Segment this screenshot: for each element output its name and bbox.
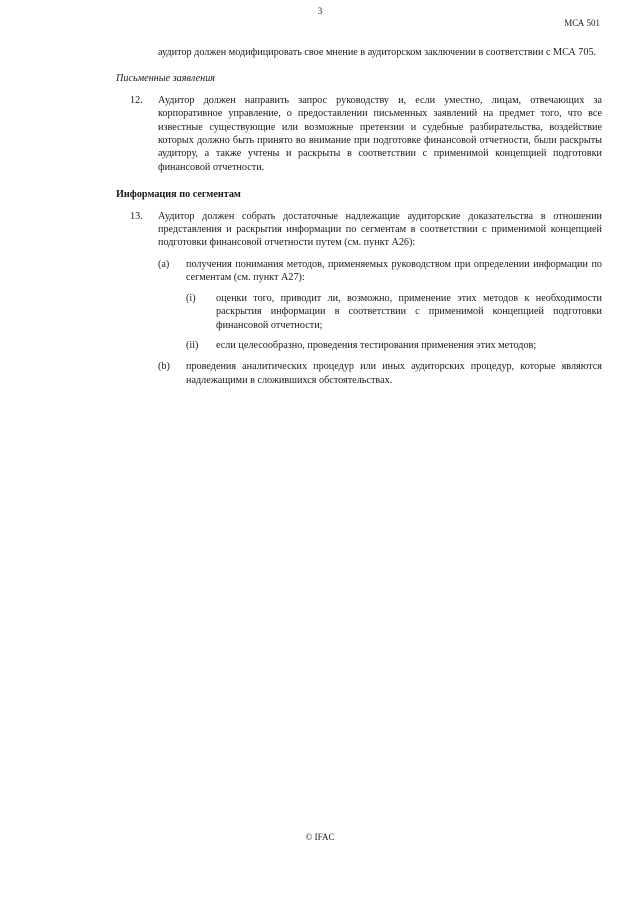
paragraph-12 <box>116 94 602 174</box>
list-subitem-text: если целесообразно, проведения тестирования применения этих методов; <box>216 339 537 351</box>
list-item-text: получения понимания методов, применяемых руководством при определении информации по сегментам (см. пункт А27): <box>186 258 602 284</box>
list-subitem-label: (ii) <box>186 339 199 351</box>
continuation-paragraph: аудитор должен модифицировать свое мнение в аудиторском заключении в соответствии с МСА 705. <box>158 47 597 58</box>
list-subitem-text: оценки того, приводит ли, возможно, применение этих методов к необходимости раскрытия информации в соответствии с применимой концепцией подготовки финансовой отчетности; <box>216 292 602 331</box>
list-item-label: (a) <box>158 258 170 270</box>
section-heading-segment-information: Информация по сегментам <box>116 189 241 201</box>
document-body <box>116 46 602 387</box>
document-code: МСА 501 <box>564 18 600 28</box>
paragraph-text: Аудитор должен направить запрос руководству и, если уместно, лицам, отвечающих за корпоративное управление, о предоставлении письменных заявлений на предмет того, что все известные существующие или возможные претензии и судебные разбирательства, воздействие которых должно быть принято во внимание при подготовке финансовой отчетности, были раскрыты аудитору, а также учтены и раскрыты в соответствии с применимой концепцией подготовки финансовой отчетности. <box>158 94 602 173</box>
footer-copyright: © IFAC <box>305 832 335 842</box>
list-item-b <box>158 360 602 387</box>
list-subitem-i <box>186 292 602 332</box>
paragraph-13 <box>116 210 602 250</box>
list-subitem-label: (i) <box>186 292 196 304</box>
paragraph-text: Аудитор должен собрать достаточные надлежащие аудиторские доказательства в отношении представления и раскрытия информации по сегментам в соответствии с применимой концепцией подготовки финансовой отчетности путем (см. пункт А26): <box>158 210 602 249</box>
paragraph-number: 13. <box>130 210 143 222</box>
list-subitem-ii <box>186 339 602 352</box>
section-heading-written-representations: Письменные заявления <box>116 73 216 85</box>
list-item-label: (b) <box>158 361 170 373</box>
paragraph-number: 12. <box>130 94 143 106</box>
page-number: 3 <box>317 6 323 16</box>
list-item-a <box>158 258 602 285</box>
list-item-text: проведения аналитических процедур или иных аудиторских процедур, которые являются надлежащими в сложившихся обстоятельствах. <box>186 361 602 386</box>
